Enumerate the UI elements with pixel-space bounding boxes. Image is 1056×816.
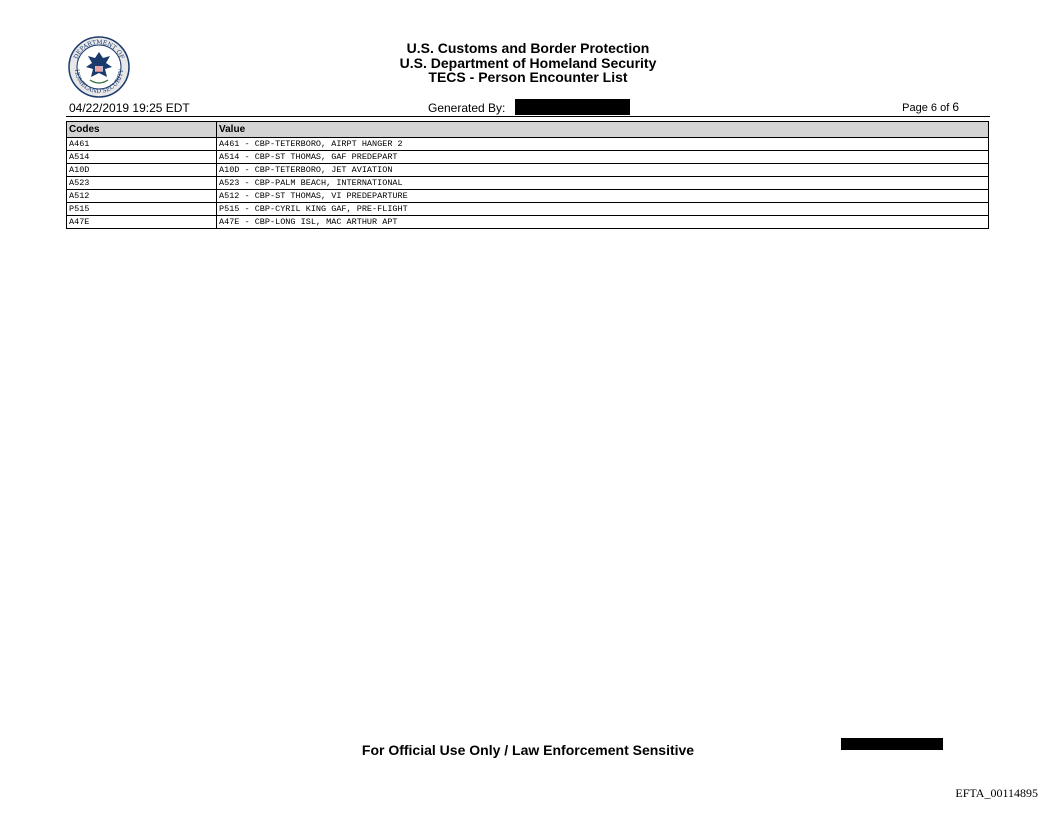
column-header-codes: Codes — [67, 122, 217, 138]
value-cell: A461 - CBP-TETERBORO, AIRPT HANGER 2 — [217, 138, 989, 151]
table-row — [67, 203, 989, 216]
table-row — [67, 177, 989, 190]
value-cell: A10D - CBP-TETERBORO, JET AVIATION — [217, 164, 989, 177]
code-cell: A523 — [67, 177, 217, 190]
page-label: Page 6 of — [902, 102, 950, 114]
title-line-department: U.S. Department of Homeland Security — [399, 54, 657, 71]
report-title-block — [300, 41, 756, 85]
value-cell: A523 - CBP-PALM BEACH, INTERNATIONAL — [217, 177, 989, 190]
code-cell: A47E — [67, 216, 217, 229]
svg-text:DEPARTMENT OF: DEPARTMENT OF — [72, 38, 126, 61]
code-cell: A512 — [67, 190, 217, 203]
table-header-row — [67, 122, 989, 138]
value-cell: A47E - CBP-LONG ISL, MAC ARTHUR APT — [217, 216, 989, 229]
table-row — [67, 138, 989, 151]
dhs-seal-icon — [68, 36, 130, 98]
table-row — [67, 216, 989, 229]
svg-text:HOMELAND SECURITY: HOMELAND SECURITY — [72, 68, 126, 96]
code-cell: A10D — [67, 164, 217, 177]
value-cell: P515 - CBP-CYRIL KING GAF, PRE-FLIGHT — [217, 203, 989, 216]
code-cell: P515 — [67, 203, 217, 216]
generated-datetime: 04/22/2019 19:25 EDT — [69, 101, 190, 115]
codes-table — [66, 121, 989, 229]
page-total: 6 — [952, 100, 959, 114]
value-cell: A512 - CBP-ST THOMAS, VI PREDEPARTURE — [217, 190, 989, 203]
redaction-box — [841, 738, 943, 750]
generated-by-label: Generated By: — [428, 101, 506, 115]
title-line-report: TECS - Person Encounter List — [428, 69, 628, 85]
table-row — [67, 190, 989, 203]
title-line-agency: U.S. Customs and Border Protection — [406, 40, 650, 56]
page-indicator — [902, 100, 959, 114]
table-row — [67, 151, 989, 164]
classification-notice: For Official Use Only / Law Enforcement Sensitive — [361, 742, 695, 758]
bates-number: EFTA_00114895 — [955, 786, 1038, 800]
report-meta-row — [66, 98, 990, 117]
column-header-value: Value — [217, 122, 989, 138]
redaction-box — [515, 99, 630, 115]
code-cell: A514 — [67, 151, 217, 164]
value-cell: A514 - CBP-ST THOMAS, GAF PREDEPART — [217, 151, 989, 164]
table-row — [67, 164, 989, 177]
code-cell: A461 — [67, 138, 217, 151]
